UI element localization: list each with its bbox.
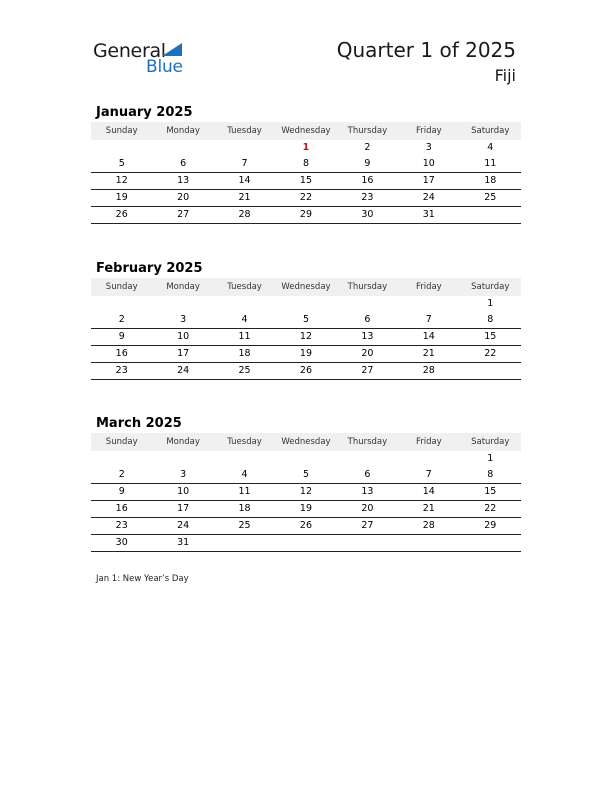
week-row — [91, 535, 521, 552]
day-cell: 20 — [152, 190, 213, 207]
week-row — [91, 312, 521, 329]
day-cell: 19 — [91, 190, 152, 207]
day-cell: 27 — [337, 363, 398, 380]
day-cell — [337, 296, 398, 312]
day-cell — [214, 140, 275, 156]
day-cell: 6 — [152, 156, 213, 173]
day-cell: 25 — [460, 190, 521, 207]
weekday-header: Thursday — [337, 433, 398, 451]
logo — [93, 40, 193, 80]
holiday-note: Jan 1: New Year’s Day — [96, 574, 189, 584]
month-block — [91, 104, 521, 224]
day-cell: 29 — [460, 518, 521, 535]
day-cell: 1 — [487, 298, 494, 309]
day-cell: 12 — [91, 173, 152, 190]
day-cell: 8 — [460, 467, 521, 484]
day-cell: 4 — [487, 142, 494, 153]
day-cell: 2 — [91, 312, 152, 329]
day-cell: 12 — [275, 329, 336, 346]
day-cell: 18 — [214, 346, 275, 363]
day-cell: 6 — [337, 467, 398, 484]
day-cell — [460, 207, 521, 224]
day-cell: 26 — [275, 518, 336, 535]
day-cell: 7 — [398, 312, 459, 329]
week-row — [91, 329, 521, 346]
day-cell: 17 — [152, 501, 213, 518]
logo-blue-text: Blue — [146, 57, 183, 77]
day-cell: 30 — [337, 207, 398, 224]
day-cell: 27 — [152, 207, 213, 224]
day-cell: 28 — [398, 363, 459, 380]
weekday-header: Friday — [398, 122, 459, 140]
day-cell: 9 — [91, 484, 152, 501]
month-block — [91, 260, 521, 380]
day-cell: 5 — [91, 156, 152, 173]
week-row — [91, 346, 521, 363]
day-cell: 5 — [275, 467, 336, 484]
week-row — [91, 296, 521, 312]
week-row — [91, 363, 521, 380]
day-cell: 13 — [337, 329, 398, 346]
day-cell: 19 — [275, 501, 336, 518]
week-row — [91, 140, 521, 156]
day-cell: 8 — [460, 312, 521, 329]
day-cell: 10 — [152, 484, 213, 501]
day-cell: 9 — [337, 156, 398, 173]
day-cell: 13 — [152, 173, 213, 190]
holiday-day-cell: 1 — [302, 142, 310, 153]
day-cell: 4 — [214, 467, 275, 484]
month-block — [91, 415, 521, 552]
month-title: March 2025 — [96, 416, 182, 431]
day-cell — [337, 535, 398, 552]
day-cell: 11 — [460, 156, 521, 173]
day-cell: 15 — [275, 173, 336, 190]
month-title: February 2025 — [96, 261, 203, 276]
day-cell: 3 — [152, 312, 213, 329]
day-cell: 14 — [398, 484, 459, 501]
day-cell — [214, 451, 275, 467]
day-cell: 31 — [398, 207, 459, 224]
weekday-header: Wednesday — [275, 433, 336, 451]
day-cell: 16 — [91, 346, 152, 363]
weekday-header: Tuesday — [214, 433, 275, 451]
weekday-header: Sunday — [91, 433, 152, 451]
day-cell — [214, 535, 275, 552]
day-cell: 17 — [398, 173, 459, 190]
day-cell: 22 — [275, 190, 336, 207]
day-cell: 20 — [337, 501, 398, 518]
day-cell: 18 — [460, 173, 521, 190]
day-cell: 11 — [214, 484, 275, 501]
day-cell: 14 — [214, 173, 275, 190]
month-title: January 2025 — [96, 105, 193, 120]
weekday-header-row — [91, 122, 521, 140]
weekday-header: Saturday — [460, 278, 521, 296]
day-cell — [152, 451, 213, 467]
weekday-header: Monday — [152, 122, 213, 140]
day-cell — [91, 451, 152, 467]
day-cell: 26 — [275, 363, 336, 380]
weekday-header: Tuesday — [214, 122, 275, 140]
day-cell: 7 — [398, 467, 459, 484]
day-cell: 22 — [460, 501, 521, 518]
day-cell: 8 — [275, 156, 336, 173]
week-row — [91, 156, 521, 173]
day-cell: 19 — [275, 346, 336, 363]
day-cell: 9 — [91, 329, 152, 346]
day-cell: 24 — [152, 518, 213, 535]
weekday-header: Sunday — [91, 278, 152, 296]
day-cell: 25 — [214, 518, 275, 535]
day-cell: 31 — [152, 535, 213, 552]
weekday-header: Wednesday — [275, 122, 336, 140]
weekday-header: Monday — [152, 278, 213, 296]
weekday-header: Saturday — [460, 433, 521, 451]
month-calendar-table — [91, 278, 521, 380]
day-cell: 23 — [91, 518, 152, 535]
day-cell: 2 — [91, 467, 152, 484]
day-cell: 28 — [398, 518, 459, 535]
day-cell — [398, 296, 459, 312]
day-cell: 21 — [214, 190, 275, 207]
day-cell: 13 — [337, 484, 398, 501]
day-cell: 4 — [214, 312, 275, 329]
day-cell: 21 — [398, 501, 459, 518]
day-cell: 3 — [425, 142, 432, 153]
day-cell: 30 — [91, 535, 152, 552]
day-cell — [91, 140, 152, 156]
weekday-header: Thursday — [337, 278, 398, 296]
day-cell — [152, 140, 213, 156]
day-cell — [275, 451, 336, 467]
day-cell: 16 — [337, 173, 398, 190]
day-cell: 24 — [152, 363, 213, 380]
day-cell: 5 — [275, 312, 336, 329]
page-title: Quarter 1 of 2025 — [336, 38, 516, 62]
day-cell: 3 — [152, 467, 213, 484]
day-cell: 7 — [214, 156, 275, 173]
day-cell: 28 — [214, 207, 275, 224]
day-cell: 15 — [460, 329, 521, 346]
day-cell: 15 — [460, 484, 521, 501]
weekday-header: Tuesday — [214, 278, 275, 296]
weekday-header: Saturday — [460, 122, 521, 140]
day-cell: 10 — [152, 329, 213, 346]
day-cell: 27 — [337, 518, 398, 535]
day-cell: 20 — [337, 346, 398, 363]
weekday-header: Monday — [152, 433, 213, 451]
day-cell: 18 — [214, 501, 275, 518]
day-cell: 1 — [487, 453, 494, 464]
week-row — [91, 467, 521, 484]
day-cell — [214, 296, 275, 312]
day-cell: 26 — [91, 207, 152, 224]
weekday-header: Wednesday — [275, 278, 336, 296]
month-calendar-table — [91, 433, 521, 552]
day-cell — [152, 296, 213, 312]
day-cell: 23 — [337, 190, 398, 207]
weekday-header: Thursday — [337, 122, 398, 140]
day-cell: 24 — [398, 190, 459, 207]
weekday-header: Friday — [398, 433, 459, 451]
week-row — [91, 518, 521, 535]
week-row — [91, 501, 521, 518]
week-row — [91, 190, 521, 207]
day-cell: 10 — [398, 156, 459, 173]
day-cell: 21 — [398, 346, 459, 363]
weekday-header-row — [91, 278, 521, 296]
week-row — [91, 173, 521, 190]
week-row — [91, 207, 521, 224]
day-cell: 17 — [152, 346, 213, 363]
day-cell — [91, 296, 152, 312]
weekday-header: Sunday — [91, 122, 152, 140]
day-cell: 22 — [460, 346, 521, 363]
day-cell: 23 — [91, 363, 152, 380]
week-row — [91, 451, 521, 467]
logo-general-text: General — [93, 40, 166, 62]
day-cell — [275, 296, 336, 312]
weekday-header-row — [91, 433, 521, 451]
day-cell: 2 — [364, 142, 371, 153]
day-cell: 25 — [214, 363, 275, 380]
day-cell — [460, 363, 521, 380]
day-cell — [460, 535, 521, 552]
day-cell — [337, 451, 398, 467]
day-cell: 29 — [275, 207, 336, 224]
country-label: Fiji — [494, 66, 516, 85]
day-cell — [398, 535, 459, 552]
logo-triangle-icon — [162, 43, 182, 56]
week-row — [91, 484, 521, 501]
day-cell: 6 — [337, 312, 398, 329]
day-cell: 12 — [275, 484, 336, 501]
day-cell — [275, 535, 336, 552]
day-cell — [398, 451, 459, 467]
day-cell: 11 — [214, 329, 275, 346]
month-calendar-table — [91, 122, 521, 224]
day-cell: 14 — [398, 329, 459, 346]
weekday-header: Friday — [398, 278, 459, 296]
day-cell: 16 — [91, 501, 152, 518]
